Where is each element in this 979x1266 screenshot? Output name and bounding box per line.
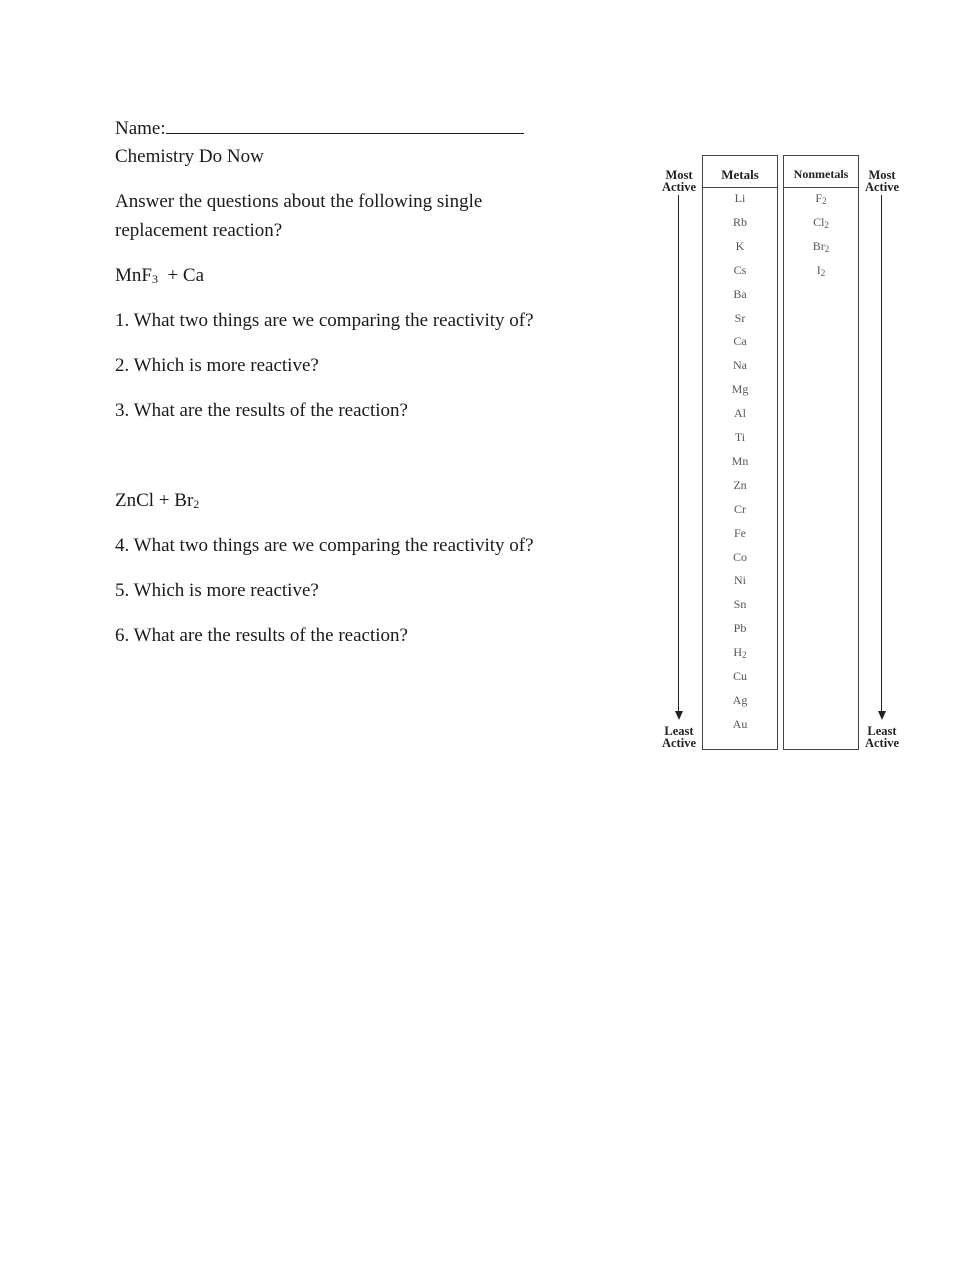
metal-element	[720, 430, 760, 445]
metal-symbol: Al	[734, 406, 746, 421]
nonmetal-subscript: 2	[822, 196, 827, 206]
nonmetals-header: Nonmetals	[793, 167, 849, 181]
nonmetal-symbol: F	[815, 191, 823, 205]
metal-symbol: K	[735, 238, 745, 253]
right-least-active-label	[858, 725, 906, 749]
nonmetal-element	[801, 263, 841, 278]
label-word: Active	[661, 736, 696, 750]
metal-symbol: Sr	[734, 310, 746, 325]
nonmetal-subscript: 2	[820, 267, 826, 278]
question-6: 6. What are the results of the reaction?	[115, 625, 408, 646]
metal-symbol: Mn	[731, 453, 749, 468]
metal-symbol: Cu	[732, 669, 747, 683]
left-arrow-head-icon	[675, 711, 683, 720]
worksheet-subtitle: Chemistry Do Now	[115, 146, 264, 167]
question-5: 5. Which is more reactive?	[115, 580, 319, 601]
metal-element	[720, 215, 760, 230]
reaction-2-reactants: ZnCl + Br	[115, 490, 194, 511]
reaction-1-subscript: 3	[151, 272, 158, 286]
metal-element	[720, 454, 760, 469]
metal-symbol: Mg	[731, 382, 749, 397]
metal-element	[720, 382, 760, 397]
metal-symbol: Fe	[734, 525, 746, 540]
metal-element	[720, 263, 760, 278]
label-word: Active	[864, 180, 899, 194]
label-word: Active	[864, 736, 899, 750]
label-word: Least	[664, 724, 694, 738]
metal-element	[720, 550, 760, 565]
question-2: 2. Which is more reactive?	[115, 355, 319, 376]
metal-symbol: Zn	[733, 477, 747, 492]
metal-symbol: Co	[732, 549, 747, 564]
metal-subscript: 2	[742, 650, 747, 661]
label-word: Least	[867, 724, 897, 738]
nonmetal-symbol: I	[816, 262, 821, 277]
question-4: 4. What two things are we comparing the reactivity of?	[115, 535, 534, 556]
metal-symbol: Ca	[733, 334, 747, 349]
metal-element	[720, 406, 760, 421]
right-arrow-head-icon	[878, 711, 886, 720]
metal-element	[720, 597, 760, 612]
nonmetal-subscript: 2	[824, 243, 830, 254]
name-field	[115, 113, 524, 143]
right-most-active-label	[858, 169, 906, 193]
metal-element	[720, 502, 760, 517]
left-least-active-label	[655, 725, 703, 749]
metal-symbol: Ag	[732, 692, 748, 707]
metal-element	[720, 645, 760, 660]
metal-element	[720, 287, 760, 302]
nonmetal-subscript: 2	[824, 219, 829, 230]
nonmetal-symbol: Br	[812, 238, 825, 253]
reaction-2	[115, 486, 199, 519]
instructions-line-2: replacement reaction?	[115, 220, 283, 241]
metal-element	[720, 669, 760, 684]
metal-element	[720, 621, 760, 636]
metal-element	[720, 334, 760, 349]
metal-element	[720, 478, 760, 493]
metal-symbol: Li	[734, 191, 746, 205]
reaction-1-reactant: MnF	[115, 265, 152, 286]
nonmetal-element	[801, 215, 841, 230]
metal-symbol: Cs	[733, 262, 747, 277]
metal-element	[720, 693, 760, 708]
nonmetal-element	[801, 191, 841, 206]
metal-symbol: Pb	[733, 621, 747, 636]
reaction-1	[115, 261, 204, 294]
label-word: Active	[661, 180, 696, 194]
metal-symbol: Ti	[734, 430, 746, 444]
reaction-1-rest: + Ca	[157, 265, 205, 286]
metal-symbol: Ba	[733, 286, 747, 301]
metal-element	[720, 191, 760, 206]
reaction-2-subscript: 2	[193, 497, 200, 511]
metal-symbol: Ni	[734, 573, 746, 588]
question-3: 3. What are the results of the reaction?	[115, 400, 408, 421]
right-arrow-line	[881, 195, 882, 713]
question-1: 1. What two things are we comparing the reactivity of?	[115, 310, 534, 331]
metal-symbol: Na	[733, 358, 747, 373]
metal-element	[720, 239, 760, 254]
metal-symbol: Cr	[734, 501, 746, 516]
nonmetals-header-divider	[783, 187, 859, 188]
nonmetal-element	[801, 239, 841, 254]
metals-header: Metals	[721, 167, 759, 182]
metal-symbol: Au	[732, 716, 748, 731]
metals-header-divider	[702, 187, 778, 188]
activity-series-figure	[655, 150, 905, 754]
metal-element	[720, 573, 760, 588]
name-blank-line[interactable]	[166, 113, 524, 134]
metal-element	[720, 717, 760, 732]
label-word: Most	[665, 168, 693, 182]
metal-element	[720, 526, 760, 541]
left-arrow-line	[678, 195, 679, 713]
metal-element	[720, 311, 760, 326]
nonmetal-symbol: Cl	[813, 214, 825, 229]
name-label: Name:	[115, 118, 166, 139]
metal-element	[720, 358, 760, 373]
label-word: Most	[868, 168, 896, 182]
metal-symbol: Rb	[732, 214, 747, 229]
instructions-line-1: Answer the questions about the following single	[115, 191, 483, 212]
metal-symbol: Sn	[733, 597, 747, 612]
metal-symbol: H	[733, 645, 743, 660]
left-most-active-label	[655, 169, 703, 193]
